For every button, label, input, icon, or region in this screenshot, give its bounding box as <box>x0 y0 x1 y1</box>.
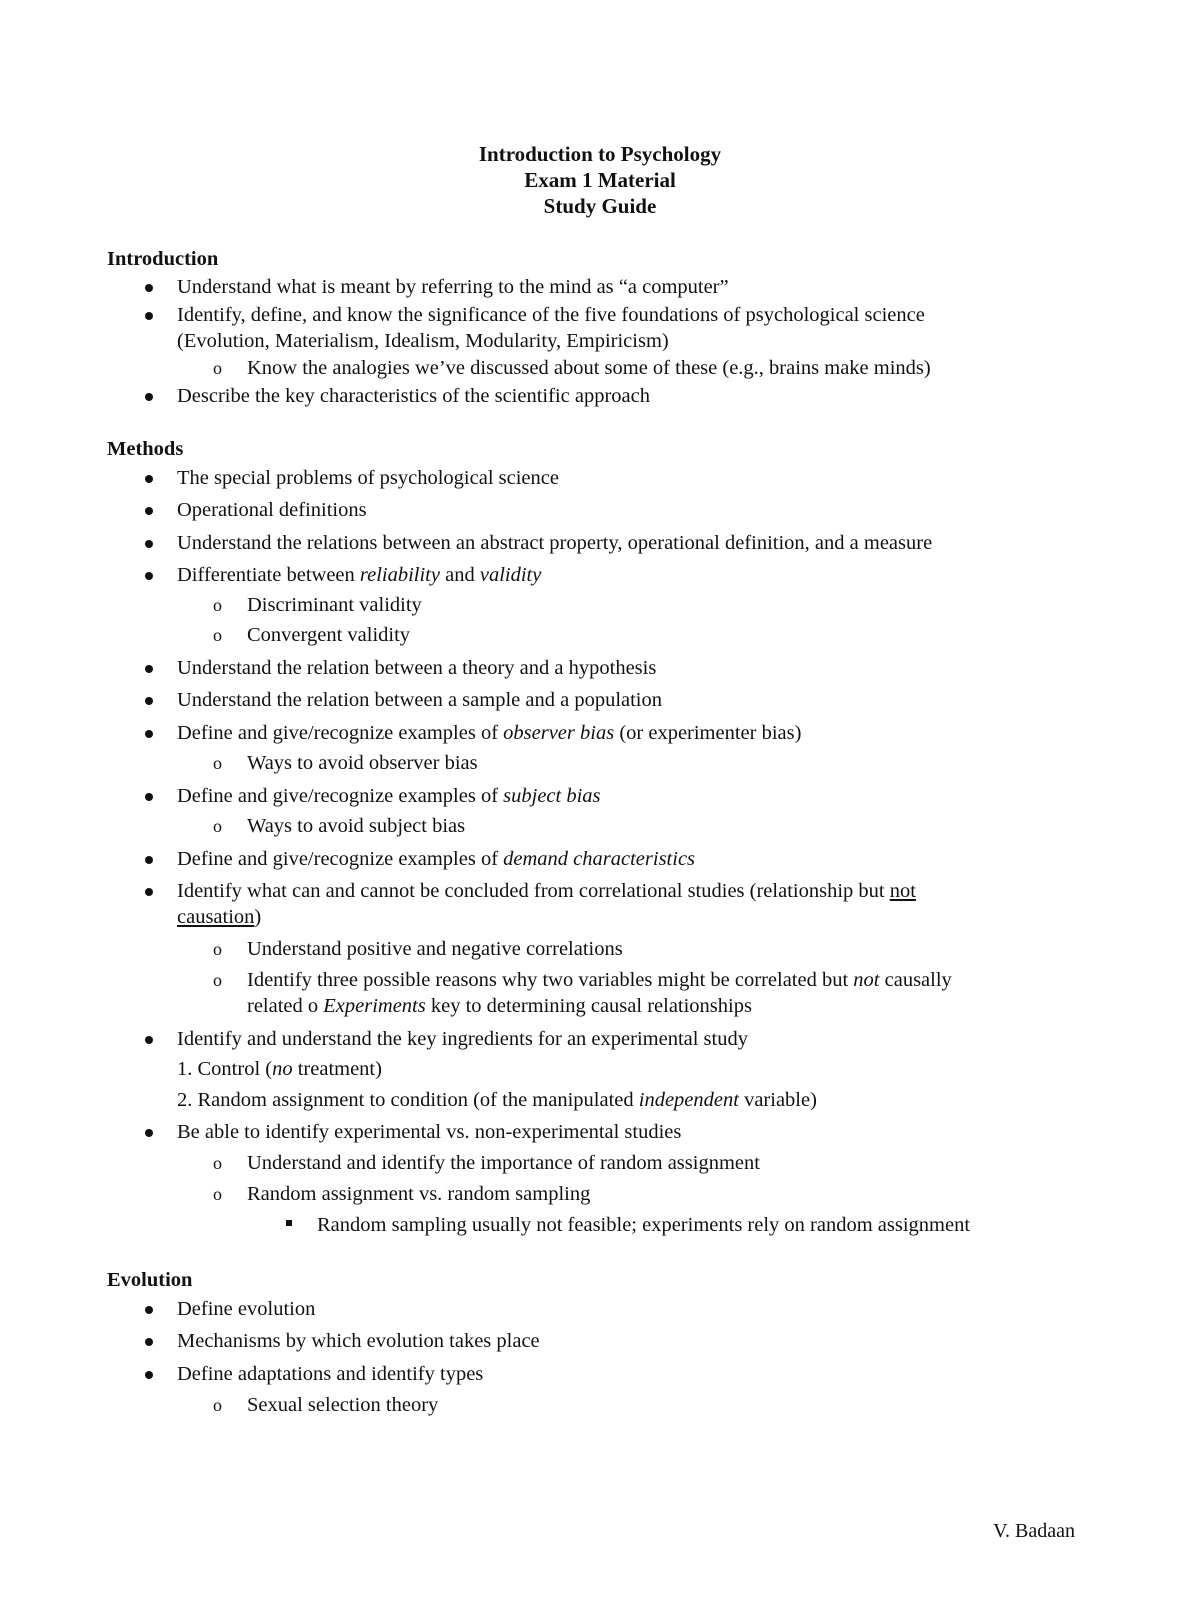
bullet-icon <box>145 856 153 864</box>
sub-list-item: Ways to avoid subject bias <box>247 815 466 837</box>
bullet-icon <box>145 572 153 580</box>
list-item: Be able to identify experimental vs. non-experimental studies <box>177 1121 682 1143</box>
list-item: Identify what can and cannot be concluded from correlational studies (relationship but not <box>177 880 916 902</box>
sub-bullet-icon: o <box>213 939 222 959</box>
list-item: Identify, define, and know the significance of the five foundations of psychological science <box>177 304 925 326</box>
list-item: The special problems of psychological science <box>177 467 559 489</box>
bullet-icon <box>145 793 153 801</box>
list-item: Operational definitions <box>177 499 367 521</box>
bullet-icon <box>145 1338 153 1346</box>
sub-list-item: Random assignment vs. random sampling <box>247 1183 591 1205</box>
doc-type: Study Guide <box>543 194 657 218</box>
sub-list-item: Sexual selection theory <box>247 1394 439 1416</box>
sub-list-item: Understand and identify the importance of random assignment <box>247 1152 760 1174</box>
document-header <box>0 141 1200 219</box>
sub-list-item: Identify three possible reasons why two variables might be correlated but not causally <box>247 969 952 991</box>
section-heading-methods: Methods <box>107 438 184 460</box>
bullet-icon <box>145 507 153 515</box>
bullet-icon <box>145 888 153 896</box>
bullet-icon <box>145 730 153 738</box>
bullet-icon <box>145 284 153 292</box>
sub-bullet-icon: o <box>213 1184 222 1204</box>
sub-list-item: Understand positive and negative correlations <box>247 938 623 960</box>
list-item-continuation: (Evolution, Materialism, Idealism, Modularity, Empiricism) <box>177 330 669 352</box>
sub-list-item-continuation: related o Experiments key to determining causal relationships <box>247 995 752 1017</box>
sub-bullet-icon: o <box>213 1395 222 1415</box>
footer-author: V. Badaan <box>993 1520 1075 1542</box>
list-item: Understand what is meant by referring to the mind as “a computer” <box>177 276 729 298</box>
numbered-item: 1. Control (no treatment) <box>177 1058 382 1080</box>
sub-list-item: Discriminant validity <box>247 594 422 616</box>
list-item: Define and give/recognize examples of demand characteristics <box>177 848 696 870</box>
list-item: Define and give/recognize examples of observer bias (or experimenter bias) <box>177 722 802 744</box>
list-item: Define adaptations and identify types <box>177 1363 484 1385</box>
sub-bullet-icon: o <box>213 753 222 773</box>
sub-bullet-icon: o <box>213 358 222 378</box>
doc-title: Introduction to Psychology <box>478 142 722 166</box>
list-item: Describe the key characteristics of the scientific approach <box>177 385 650 407</box>
section-heading-introduction: Introduction <box>107 248 219 270</box>
list-item: Define evolution <box>177 1298 316 1320</box>
square-bullet-icon <box>286 1220 292 1226</box>
bullet-icon <box>145 1129 153 1137</box>
bullet-icon <box>145 1036 153 1044</box>
list-item: Understand the relation between a theory and a hypothesis <box>177 657 657 679</box>
bullet-icon <box>145 1371 153 1379</box>
list-item: Identify and understand the key ingredients for an experimental study <box>177 1028 748 1050</box>
doc-subtitle: Exam 1 Material <box>524 168 676 192</box>
sub-bullet-icon: o <box>213 1153 222 1173</box>
sub-bullet-icon: o <box>213 625 222 645</box>
numbered-item: 2. Random assignment to condition (of the manipulated independent variable) <box>177 1089 817 1111</box>
list-item: Understand the relations between an abstract property, operational definition, and a measure <box>177 532 933 554</box>
bullet-icon <box>145 1306 153 1314</box>
sub-bullet-icon: o <box>213 816 222 836</box>
bullet-icon <box>145 540 153 548</box>
sub-list-item: Know the analogies we’ve discussed about some of these (e.g., brains make minds) <box>247 357 931 379</box>
bullet-icon <box>145 475 153 483</box>
sub-list-item: Ways to avoid observer bias <box>247 752 478 774</box>
list-item: Mechanisms by which evolution takes place <box>177 1330 540 1352</box>
bullet-icon <box>145 312 153 320</box>
bullet-icon <box>145 393 153 401</box>
sub-bullet-icon: o <box>213 595 222 615</box>
list-item: Define and give/recognize examples of subject bias <box>177 785 601 807</box>
sub-sub-list-item: Random sampling usually not feasible; experiments rely on random assignment <box>317 1214 971 1236</box>
bullet-icon <box>145 665 153 673</box>
list-item: Differentiate between reliability and validity <box>177 564 542 586</box>
sub-bullet-icon: o <box>213 970 222 990</box>
sub-list-item: Convergent validity <box>247 624 411 646</box>
list-item: Understand the relation between a sample and a population <box>177 689 663 711</box>
bullet-icon <box>145 697 153 705</box>
list-item-continuation: causation) <box>177 906 262 928</box>
section-heading-evolution: Evolution <box>107 1269 193 1291</box>
